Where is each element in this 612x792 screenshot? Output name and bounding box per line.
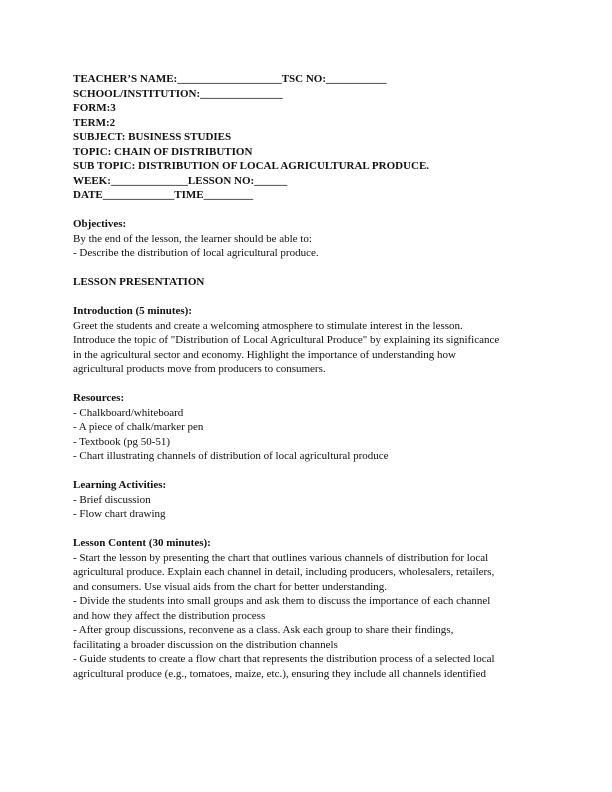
introduction-section	[73, 304, 553, 377]
resources-heading: Resources:	[73, 392, 125, 404]
introduction-line: Greet the students and create a welcoming atmosphere to stimulate interest in the lesson.	[73, 319, 463, 332]
resource-item: - Chart illustrating channels of distribution of local agricultural produce	[73, 450, 389, 462]
content-line: and consumers. Use visual aids from the chart for better understanding.	[73, 580, 388, 593]
objectives-section	[73, 217, 553, 261]
objectives-line: - Describe the distribution of local agricultural produce.	[73, 247, 319, 259]
resources-section	[73, 391, 553, 464]
content-line: agricultural produce (e.g., tomatoes, maize, etc.), ensuring they include all channels identified	[73, 667, 486, 680]
lesson-content-section	[73, 536, 553, 681]
objectives-heading: Objectives:	[73, 218, 127, 230]
content-line: - Divide the students into small groups and ask them to discuss the importance of each channel	[73, 595, 491, 607]
introduction-line: agricultural products move from producers to consumers.	[73, 363, 326, 375]
topic-line: TOPIC: CHAIN OF DISTRIBUTION	[73, 145, 253, 158]
content-line: agricultural produce. Explain each channel in detail, including producers, wholesalers, retailers,	[73, 566, 495, 578]
lesson-plan-document	[73, 72, 553, 681]
school-line: SCHOOL/INSTITUTION:_______________	[73, 87, 283, 100]
activity-item: - Brief discussion	[73, 493, 151, 506]
activities-section	[73, 478, 553, 522]
content-line: - Start the lesson by presenting the chart that outlines various channels of distribution for local	[73, 551, 489, 564]
lesson-presentation-heading: LESSON PRESENTATION	[73, 276, 205, 288]
introduction-line: Introduce the topic of "Distribution of Local Agricultural Produce" by explaining its significance	[73, 334, 500, 346]
resource-item: - A piece of chalk/marker pen	[73, 421, 204, 433]
introduction-heading: Introduction (5 minutes):	[73, 305, 192, 317]
date-line: DATE_____________TIME_________	[73, 189, 254, 201]
activity-item: - Flow chart drawing	[73, 508, 166, 520]
week-line: WEEK:______________LESSON NO:______	[73, 174, 288, 187]
content-line: - Guide students to create a flow chart that represents the distribution process of a selected local	[73, 653, 495, 665]
content-line: - After group discussions, reconvene as a class. Ask each group to share their findings,	[73, 624, 454, 636]
teacher-name-line: TEACHER’S NAME:___________________TSC NO:___________	[73, 73, 387, 85]
form-line: FORM:3	[73, 102, 116, 114]
content-line: facilitating a broader discussion on the distribution channels	[73, 638, 338, 651]
term-line: TERM:2	[73, 116, 116, 129]
resource-item: - Textbook (pg 50-51)	[73, 435, 171, 448]
resource-item: - Chalkboard/whiteboard	[73, 406, 184, 419]
content-line: and how they affect the distribution process	[73, 609, 266, 622]
subtopic-line: SUB TOPIC: DISTRIBUTION OF LOCAL AGRICULTURAL PRODUCE.	[73, 160, 430, 172]
activities-heading: Learning Activities:	[73, 479, 167, 491]
lesson-content-heading: Lesson Content (30 minutes):	[73, 537, 211, 549]
introduction-line: in the agricultural sector and economy. Highlight the importance of understanding how	[73, 348, 456, 361]
objectives-line: By the end of the lesson, the learner should be able to:	[73, 232, 312, 245]
header-block	[73, 72, 553, 203]
subject-line: SUBJECT: BUSINESS STUDIES	[73, 131, 232, 143]
